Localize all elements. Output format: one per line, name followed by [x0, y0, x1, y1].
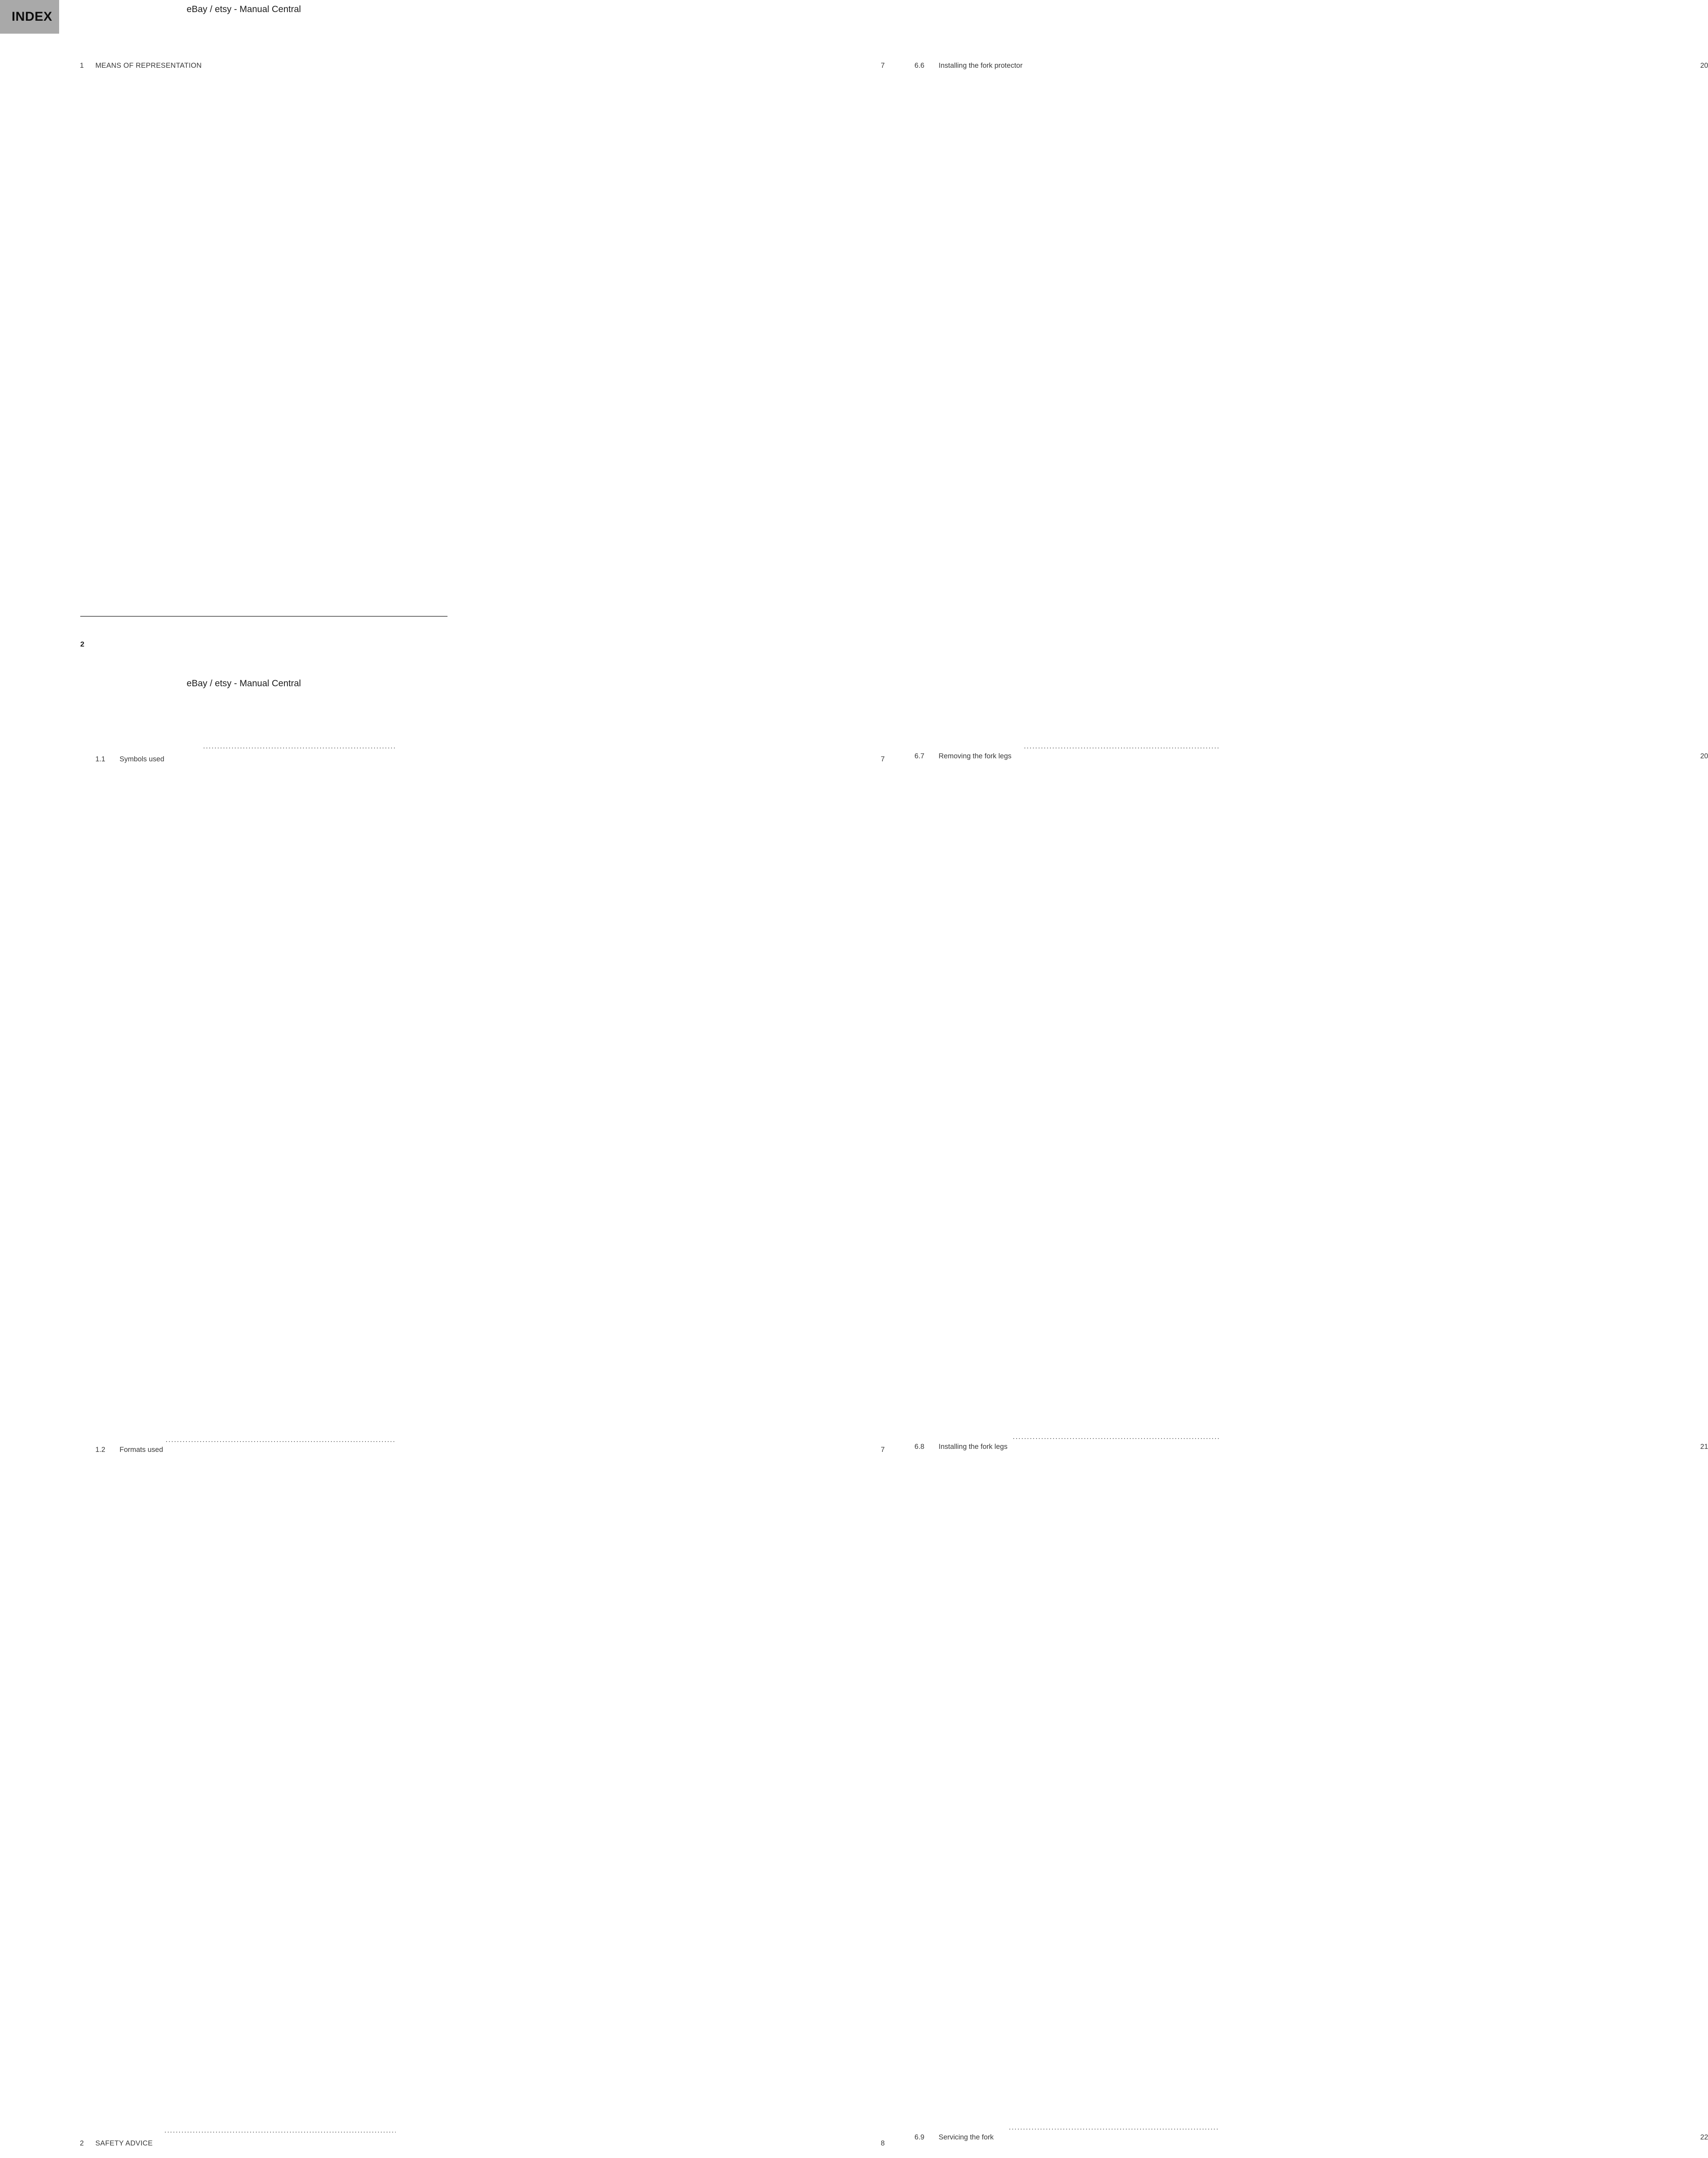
dot-leader — [1008, 2123, 1220, 2133]
toc-section-number: 6.8 — [914, 1443, 925, 1451]
index-label: INDEX — [12, 9, 53, 24]
header-title: eBay / etsy - Manual Central — [186, 4, 301, 14]
dot-leader — [163, 2126, 396, 2136]
toc-section-body — [120, 754, 885, 1445]
toc-chapter-title: SAFETY ADVICE — [95, 2139, 153, 2147]
toc-section-title: Symbols used — [120, 755, 164, 763]
footer-divider — [80, 616, 447, 617]
toc-chapter-entry — [80, 61, 885, 751]
toc-section-title: Removing the fork legs — [939, 752, 1012, 760]
toc-section-title: Formats used — [120, 1446, 163, 1454]
toc-section-title: Servicing the fork — [939, 2133, 994, 2141]
toc-section-number: 6.7 — [914, 752, 925, 760]
toc-section-title: Installing the fork protector — [939, 62, 1023, 69]
toc-section-page: 7 — [396, 1445, 885, 2136]
toc-section-page: 20 — [1219, 751, 1708, 1442]
dot-leader — [164, 1435, 396, 1445]
toc-section-number: 1.1 — [95, 755, 105, 763]
toc-chapter-page: 8 — [396, 2139, 885, 2158]
toc-section-body — [939, 2133, 1708, 2158]
footer-title: eBay / etsy - Manual Central — [186, 678, 301, 688]
toc-section-number: 1.2 — [95, 1446, 105, 1454]
toc-section-indent — [80, 1445, 95, 2136]
toc-section-entry — [80, 1445, 885, 2136]
toc-section-indent — [80, 754, 95, 1445]
toc-section-title: Installing the fork legs — [939, 1443, 1008, 1451]
toc-section-number: 6.6 — [914, 62, 925, 69]
toc-section-page: 7 — [396, 754, 885, 1445]
toc-section-indent — [899, 61, 914, 751]
toc-section-indent — [899, 751, 914, 1442]
toc-section-page: 20 — [1219, 61, 1708, 751]
toc-section-entry — [899, 61, 1708, 751]
toc-chapter-entry — [80, 2139, 885, 2158]
dot-leader — [1023, 741, 1220, 751]
toc-section-entry — [899, 751, 1708, 1442]
toc-section-entry — [899, 2133, 1708, 2158]
toc-chapter-body — [95, 61, 885, 751]
dot-leader — [1012, 1432, 1219, 1442]
toc-section-number: 6.9 — [914, 2133, 925, 2141]
toc-chapter-body — [95, 2139, 885, 2158]
toc-chapter-number: 1 — [80, 62, 84, 69]
toc-section-body — [120, 1445, 885, 2136]
toc-section-body — [939, 751, 1708, 1442]
toc-content — [80, 58, 1708, 2158]
toc-section-body — [939, 61, 1708, 751]
toc-column-2 — [899, 58, 1708, 2158]
toc-section-page: 22 — [1219, 2133, 1708, 2158]
toc-section-indent — [899, 2133, 914, 2158]
toc-section-body — [939, 1442, 1708, 2133]
toc-column-1 — [80, 58, 885, 2158]
dot-leader — [202, 741, 396, 751]
toc-section-page: 21 — [1219, 1442, 1708, 2133]
toc-chapter-title: MEANS OF REPRESENTATION — [95, 62, 202, 69]
toc-section-entry — [80, 754, 885, 1445]
toc-chapter-page: 7 — [396, 61, 885, 751]
toc-section-entry — [899, 1442, 1708, 2133]
toc-section-indent — [899, 1442, 914, 2133]
footer-page-number: 2 — [80, 640, 85, 648]
toc-chapter-number: 2 — [80, 2139, 84, 2147]
